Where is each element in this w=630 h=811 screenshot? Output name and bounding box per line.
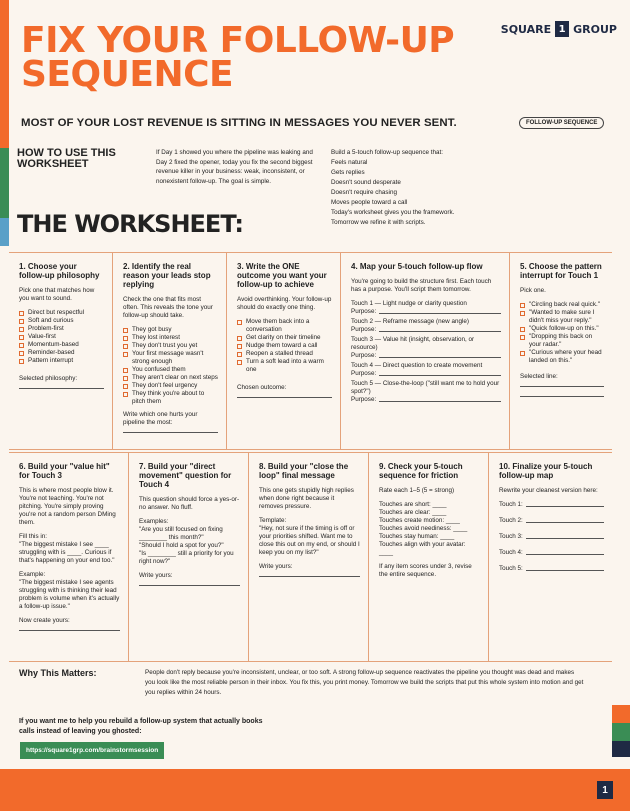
checkbox-icon[interactable] [123,352,128,357]
option-label: Reopen a stalled thread [246,350,313,357]
answer-line[interactable] [379,352,501,358]
step-10-title: 10. Finalize your 5-touch follow-up map [499,462,593,480]
purpose-label: Purpose: [351,352,377,359]
touch-label: Touch 2: [499,517,523,524]
checkbox-icon[interactable] [520,303,525,308]
logo-box: 1 [555,21,569,37]
touch-field[interactable] [499,533,604,543]
touch-line: Touch 4 — Direct question to create movement [351,362,483,369]
goal-tail: Tomorrow we refine it with scripts. [331,219,426,226]
check-item: Touches are short: ____ [379,501,447,508]
step-8-footer: Write yours: [259,563,293,570]
step-6 [9,453,129,661]
option-checkbox[interactable] [123,366,218,374]
option-label: They think you're about to pitch them [132,390,205,405]
option-checkbox[interactable] [237,334,332,342]
example-label: Example: [19,571,46,578]
checkbox-icon[interactable] [123,368,128,373]
goal-tail: Today's worksheet gives you the framework. [331,209,455,216]
answer-line[interactable] [379,370,501,376]
checkbox-icon[interactable] [123,392,128,397]
step-3 [227,253,341,449]
right-bar-green [612,723,630,741]
fill-label: Fill this in: [19,533,47,540]
step-3-desc: Avoid overthinking. Your follow-up should do exactly one thing. [237,296,332,311]
step-8-title: 8. Build your "close the loop" final message [259,462,349,480]
answer-line[interactable] [526,517,604,523]
answer-line[interactable] [526,501,604,507]
purpose-label: Purpose: [351,370,377,377]
step-10-desc: Rewrite your cleanest version here: [499,487,598,494]
option-label: They got busy [132,326,172,333]
checkbox-icon[interactable] [237,320,242,325]
step-1 [9,253,113,449]
logo-text-right: GROUP [573,22,617,36]
purpose-label: Purpose: [351,396,377,403]
step-9-footer: If any item scores under 3, revise the entire sequence. [379,563,472,578]
checkbox-icon[interactable] [123,384,128,389]
option-checkbox[interactable] [237,342,332,350]
right-bar-blue [612,741,630,757]
answer-line[interactable] [520,381,604,387]
touch-line: Touch 1 — Light nudge or clarity question [351,300,467,307]
purpose-field[interactable] [351,326,501,336]
example-text: "The biggest mistake I see agents struggling with is thinking their lead problem is volume when it's actually a follow-up issue." [19,579,120,610]
example-text: "Are you still focused on fixing ________ this month?" [139,526,223,541]
template-text: "Hey, not sure if the timing is off or your priorities shifted. Want me to close this out on my end, or should I keep you on my list?" [259,525,360,556]
steps-row-2 [9,452,612,662]
step-2-footer: Write which one hurts your pipeline the most: [123,411,198,426]
answer-line[interactable] [526,533,604,539]
option-checkbox[interactable] [19,357,104,365]
topic-pill: FOLLOW-UP SEQUENCE [519,117,604,129]
answer-line[interactable] [237,392,332,398]
steps-row-1 [9,252,612,450]
option-label: "Dropping this back on your radar." [529,333,593,348]
step-3-footer: Chosen outcome: [237,384,287,391]
option-label: Problem-first [28,325,64,332]
examples-label: Examples: [139,518,169,525]
checkbox-icon[interactable] [19,335,24,340]
checkbox-icon[interactable] [19,327,24,332]
answer-line[interactable] [19,625,120,631]
option-label: Get clarity on their timeline [246,334,321,341]
step-5 [510,253,612,449]
checkbox-icon[interactable] [237,336,242,341]
touch-field[interactable] [499,517,604,527]
step-9-desc: Rate each 1–5 (5 = strong) [379,487,455,494]
option-checkbox[interactable] [123,390,218,406]
intro-goals-lead: Build a 5-touch follow-up sequence that: [331,149,444,156]
checkbox-icon[interactable] [19,343,24,348]
option-checkbox[interactable] [123,350,218,366]
checkbox-icon[interactable] [237,344,242,349]
step-9-title: 9. Check your 5-touch sequence for friction [379,462,463,480]
option-checkbox[interactable] [520,301,604,309]
step-5-footer: Selected line: [520,373,558,380]
checkbox-icon[interactable] [520,327,525,332]
fill-template: "The biggest mistake I see ____ struggling with is ____. Curious if that's happening on your end too." [19,541,115,564]
touch-label: Touch 1: [499,501,523,508]
touch-label: Touch 5: [499,565,523,572]
checkbox-icon[interactable] [237,352,242,357]
option-checkbox[interactable] [19,309,104,317]
touch-line: Touch 2 — Reframe message (new angle) [351,318,469,325]
step-7 [129,453,249,661]
answer-line[interactable] [19,383,104,389]
help-prompt: If you want me to help you rebuild a follow-up system that actually books calls instead of leaving you ghosted: [19,718,263,735]
intro-goals [331,148,501,228]
logo-text-left: SQUARE [500,22,552,36]
option-label: They don't feel urgency [132,382,198,389]
why-heading: Why This Matters: [19,668,97,678]
goal-item: Doesn't sound desperate [331,179,401,186]
option-checkbox[interactable] [237,358,332,374]
answer-line[interactable] [379,308,501,314]
check-item: Touches align with your avatar: ____ [379,541,466,556]
checkbox-icon[interactable] [237,360,242,365]
option-label: "Curious where your head landed on this." [529,349,602,364]
left-stripe-blue [0,218,9,246]
option-label: They lost interest [132,334,180,341]
step-6-title: 6. Build your "value hit" for Touch 3 [19,462,110,480]
step-5-title: 5. Choose the pattern interrupt for Touch 1 [520,262,602,280]
goal-item: Doesn't require chasing [331,189,397,196]
checkbox-icon[interactable] [520,335,525,340]
how-to-heading: HOW TO USE THIS WORKSHEET [17,147,116,170]
option-checkbox[interactable] [237,350,332,358]
checkbox-icon[interactable] [19,359,24,364]
option-label: Nudge them toward a call [246,342,318,349]
purpose-label: Purpose: [351,308,377,315]
checkbox-icon[interactable] [520,351,525,356]
option-label: Momentum-based [28,341,79,348]
option-label: Pattern interrupt [28,357,74,364]
left-stripe-orange [0,0,9,148]
footer-bar [0,769,630,811]
option-checkbox[interactable] [19,325,104,333]
step-3-title: 3. Write the ONE outcome you want your follow-up to achieve [237,262,327,289]
checkbox-icon[interactable] [123,376,128,381]
touch-line: Touch 5 — Close-the-loop ("still want me to hold your spot?") [351,380,500,395]
option-checkbox[interactable] [237,318,332,334]
answer-line[interactable] [379,396,501,402]
option-checkbox[interactable] [123,334,218,342]
option-checkbox[interactable] [520,309,604,325]
option-checkbox[interactable] [19,333,104,341]
touch-field[interactable] [499,549,604,559]
option-checkbox[interactable] [123,382,218,390]
answer-line[interactable] [526,565,604,571]
step-10 [489,453,612,661]
check-item: Touches are clear: ____ [379,509,447,516]
intro-text: If Day 1 showed you where the pipeline was leaking and Day 2 fixed the opener, today you fix the second biggest revenue killer in your business: weak, inconsistent, or nonexistent follow-up. The goal is simple. [156,149,313,186]
step-8-desc: This one gets stupidly high replies when done right because it removes pressure. [259,487,354,510]
checkbox-icon[interactable] [123,328,128,333]
option-label: Value-first [28,333,56,340]
right-bar-orange [612,705,630,723]
option-label: Turn a soft lead into a warm one [246,358,324,373]
touch-label: Touch 3: [499,533,523,540]
goal-item: Gets replies [331,169,365,176]
checkbox-icon[interactable] [19,351,24,356]
answer-line[interactable] [379,326,501,332]
step-2 [113,253,227,449]
goal-item: Feels natural [331,159,368,166]
step-7-footer: Write yours: [139,572,173,579]
option-checkbox[interactable] [19,349,104,357]
step-2-desc: Check the one that fits most often. This reveals the tone your follow-up should take. [123,296,213,319]
option-label: You confused them [132,366,186,373]
template-label: Template: [259,517,287,524]
checkbox-icon[interactable] [123,336,128,341]
purpose-field[interactable] [351,352,501,362]
option-checkbox[interactable] [520,349,604,365]
answer-line[interactable] [526,549,604,555]
example-text: "Should I hold a spot for you?" [139,542,224,549]
page-subtitle: MOST OF YOUR LOST REVENUE IS SITTING IN MESSAGES YOU NEVER SENT. [21,117,457,129]
option-label: Move them back into a conversation [246,318,310,333]
example-text: "Is ________ still a priority for you right now?" [139,550,234,565]
logo [501,21,617,37]
purpose-field[interactable] [351,308,501,318]
option-label: Your first message wasn't strong enough [132,350,204,365]
purpose-field[interactable] [351,370,501,380]
step-2-title: 2. Identify the real reason your leads stop replying [123,262,211,289]
checkbox-icon[interactable] [19,319,24,324]
step-1-desc: Pick one that matches how you want to sound. [19,287,95,302]
option-checkbox[interactable] [123,342,218,350]
page-title: FIX YOUR FOLLOW-UP SEQUENCE [21,20,455,95]
answer-line[interactable] [123,427,218,433]
purpose-field[interactable] [351,396,501,406]
option-checkbox[interactable] [123,326,218,334]
footer-logo-badge: 1 [597,781,613,799]
step-7-title: 7. Build your "direct movement" question for Touch 4 [139,462,232,489]
worksheet-heading: THE WORKSHEET: [17,210,243,238]
step-9 [369,453,489,661]
answer-line[interactable] [259,571,360,577]
option-label: "Wanted to make sure I didn't miss your reply." [529,309,595,324]
option-checkbox[interactable] [19,341,104,349]
step-1-title: 1. Choose your follow-up philosophy [19,262,100,280]
touch-line: Touch 3 — Value hit (insight, observation, or resource) [351,336,475,351]
step-6-desc: This is where most people blow it. You're not teaching. You're not pitching. You're simply proving you're not a random person DMing them. [19,487,116,526]
answer-line[interactable] [520,391,604,397]
goal-item: Moves people toward a call [331,199,408,206]
option-checkbox[interactable] [520,325,604,333]
checkbox-icon[interactable] [19,311,24,316]
option-label: "Quick follow-up on this." [529,325,599,332]
booking-link[interactable]: https://square1grp.com/brainstormsession [20,742,164,759]
step-8 [249,453,369,661]
option-checkbox[interactable] [520,333,604,349]
option-label: Soft and curious [28,317,74,324]
option-label: Direct but respectful [28,309,84,316]
step-4-desc: You're going to build the structure first. Each touch has a purpose. You'll script them tomorrow. [351,278,492,293]
purpose-label: Purpose: [351,326,377,333]
option-checkbox[interactable] [123,374,218,382]
option-label: They aren't clear on next steps [132,374,218,381]
answer-line[interactable] [139,580,240,586]
check-item: Touches avoid neediness: ____ [379,525,468,532]
step-7-desc: This question should force a yes-or-no answer. No fluff. [139,496,240,511]
option-label: They don't trust you yet [132,342,198,349]
step-4-title: 4. Map your 5-touch follow-up flow [351,262,483,271]
touch-label: Touch 4: [499,549,523,556]
check-item: Touches stay human: ____ [379,533,455,540]
why-text: People don't reply because you're inconsistent, unclear, or too soft. A strong follow-up sequence reactivates the pipeline you thought was dead and makes you look like the most reliable person in their inbox. You fix this, you print money. Tomorrow we build the scripts that put this whole system into motion and get you replies within 24 hours. [145,669,584,696]
option-checkbox[interactable] [19,317,104,325]
step-5-desc: Pick one. [520,287,546,294]
touch-field[interactable] [499,501,604,511]
option-label: Reminder-based [28,349,75,356]
touch-field[interactable] [499,565,604,575]
checkbox-icon[interactable] [123,344,128,349]
step-4 [341,253,510,449]
step-6-footer: Now create yours: [19,617,70,624]
step-1-footer: Selected philosophy: [19,375,78,382]
option-label: "Circling back real quick." [529,301,600,308]
checkbox-icon[interactable] [520,311,525,316]
left-stripe-green [0,148,9,218]
check-item: Touches create motion: ____ [379,517,460,524]
